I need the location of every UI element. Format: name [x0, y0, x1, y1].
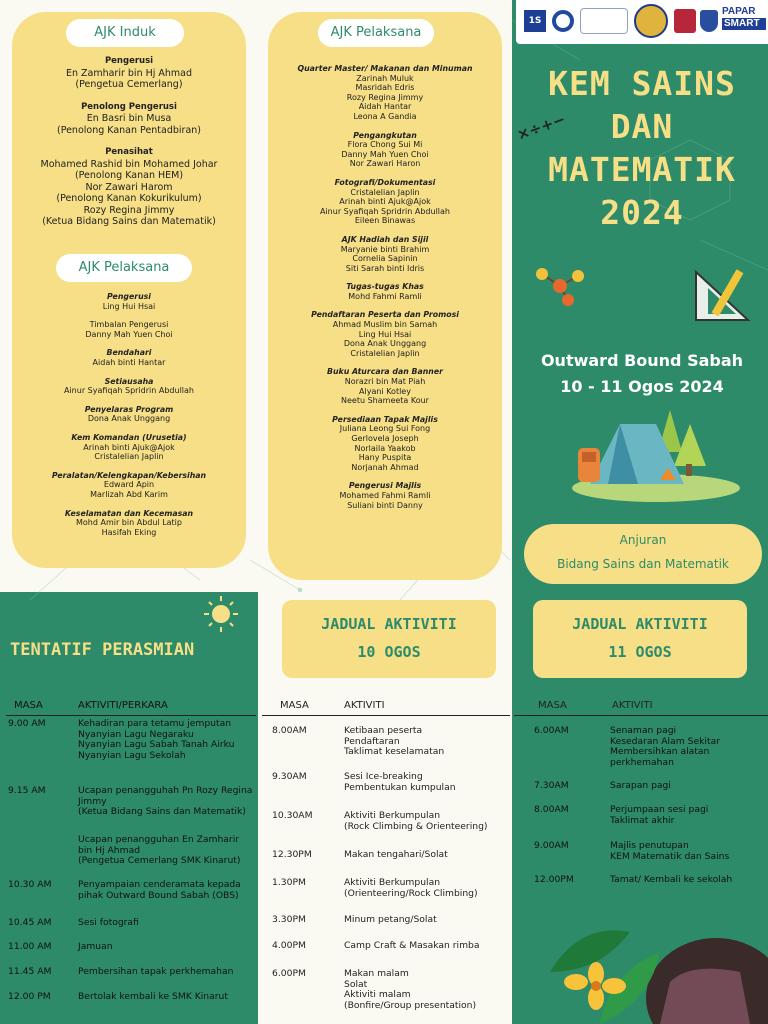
- committee-member: Ling Hui Hsai: [102, 301, 156, 311]
- schedule-activity: [344, 772, 456, 793]
- schedule-activity: [344, 850, 448, 861]
- committee-role: Pengerusi Majlis: [348, 481, 422, 491]
- committee-member: Suliani binti Danny: [347, 500, 423, 510]
- schedule-time: 1.30PM: [272, 877, 306, 888]
- schedule-time: 8.00AM: [272, 725, 307, 736]
- committee-group: [20, 292, 238, 311]
- schedule-activity-line: Camp Craft & Masakan rimba: [344, 940, 480, 951]
- jadual-10-header-rule: [262, 715, 510, 716]
- logo-shield: [700, 10, 718, 32]
- committee-group: [20, 320, 238, 339]
- committee-role: Kem Komandan (Urusetia): [71, 432, 187, 442]
- schedule-activity-line: Taklimat akhir: [610, 814, 675, 826]
- math-symbols-icon: ×÷+−: [514, 109, 568, 145]
- schedule-activity: [344, 811, 488, 832]
- committee-member: Neetu Shameeta Kour: [341, 396, 429, 406]
- tentatif-col-aktiviti: AKTIVITI/PERKARA: [78, 700, 168, 711]
- committee-member: Arinah binti Ajuk@Ajok: [83, 442, 175, 452]
- committee-member: Norlaila Yaakob: [354, 443, 416, 453]
- schedule-activity: [78, 719, 235, 761]
- committee-member: Juliana Leong Sui Fong: [339, 424, 431, 434]
- schedule-activity: [344, 969, 476, 1011]
- schedule-time: 12.00 PM: [8, 991, 51, 1002]
- committee-member: Nor Zawari Haron: [349, 159, 421, 169]
- committee-member: Aidah Hantar: [358, 102, 412, 112]
- schedule-activity-line: Makan tengahari/Solat: [344, 849, 448, 860]
- logo-crest: [634, 4, 668, 38]
- committee-member: Arinah binti Ajuk@Ajok: [339, 197, 431, 207]
- jadual-11-col-masa: MASA: [538, 700, 567, 711]
- flower-leaf-decoration: [540, 912, 768, 1024]
- schedule-time: 4.00PM: [272, 940, 306, 951]
- schedule-activity: [78, 786, 252, 818]
- schedule-activity: [610, 781, 671, 792]
- ajk-pelaksana-left-list: [20, 292, 238, 546]
- schedule-activity-line: Aktiviti malam: [344, 989, 411, 1001]
- schedule-activity-line: Bertolak kembali ke SMK Kinarut: [78, 991, 228, 1002]
- committee-role: Fotografi/Dokumentasi: [334, 177, 436, 187]
- cover-title: KEM SAINS DAN MATEMATIK 2024: [548, 64, 736, 232]
- committee-member: Norjanah Ahmad: [351, 462, 419, 472]
- schedule-activity-line: Aktiviti Berkumpulan: [344, 810, 441, 821]
- jadual-10-col-masa: MASA: [280, 700, 309, 711]
- molecule-icon: [530, 262, 590, 308]
- schedule-activity-line: Minum petang/Solat: [344, 914, 437, 925]
- schedule-activity-line: (Orienteering/Rock Climbing): [344, 887, 478, 899]
- schedule-activity-line: Membersihkan alatan: [610, 746, 710, 758]
- committee-member: Cristalelian Japlin: [94, 452, 164, 462]
- jadual-11-header-rule: [514, 715, 768, 716]
- committee-group: [20, 377, 238, 396]
- schedule-activity-line: Nyanyian Lagu Negaraku: [78, 728, 194, 740]
- schedule-activity-line: Pembersihan tapak perkhemahan: [78, 966, 234, 977]
- ajk-pelaksana-mid-title: AJK Pelaksana: [318, 19, 434, 47]
- tentatif-title: TENTATIF PERASMIAN: [10, 640, 195, 660]
- schedule-time: 12.30PM: [272, 849, 312, 860]
- committee-role: Pengangkutan: [353, 130, 417, 140]
- schedule-activity-line: (Bonfire/Group presentation): [344, 999, 477, 1011]
- schedule-time: 11.00 AM: [8, 941, 52, 952]
- committee-role: Quarter Master/ Makanan dan Minuman: [297, 64, 473, 73]
- committee-member: Timbalan Pengerusi: [89, 320, 169, 330]
- geometry-tools-icon: [690, 262, 756, 328]
- schedule-activity: [344, 915, 437, 926]
- schedule-activity-line: (Pengetua Cemerlang SMK Kinarut): [78, 855, 241, 867]
- tentatif-col-masa: MASA: [14, 700, 43, 711]
- schedule-activity: [344, 726, 444, 758]
- schedule-time: 10.30 AM: [8, 879, 52, 890]
- schedule-activity-line: Kehadiran para tetamu jemputan: [78, 718, 232, 729]
- committee-role: Persediaan Tapak Majlis: [332, 414, 438, 424]
- schedule-activity: [610, 805, 708, 826]
- schedule-activity-line: Jamuan: [78, 941, 113, 952]
- committee-group: [20, 509, 238, 538]
- committee-group: [276, 131, 494, 169]
- committee-role: Setiausaha: [104, 376, 154, 386]
- schedule-activity: [610, 841, 729, 862]
- schedule-time: 10.30AM: [272, 810, 313, 821]
- schedule-activity-line: (Ketua Bidang Sains dan Matematik): [78, 806, 246, 818]
- schedule-time: 3.30PM: [272, 914, 306, 925]
- committee-member: Marlizah Abd Karim: [90, 489, 168, 499]
- committee-role: AJK Hadiah dan Sijil: [341, 234, 429, 244]
- schedule-activity-line: Nyanyian Lagu Sabah Tanah Airku: [78, 739, 235, 751]
- anjuran-label: Anjuran: [619, 533, 667, 547]
- schedule-time: 8.00AM: [534, 804, 569, 815]
- committee-role: Pendaftaran Peserta dan Promosi: [311, 310, 459, 320]
- committee-member: Rozy Regina Jimmy: [346, 92, 424, 102]
- schedule-activity-line: Aktiviti Berkumpulan: [344, 877, 441, 888]
- schedule-time: 9.00 AM: [8, 718, 46, 729]
- schedule-activity-line: Majlis penutupan: [610, 840, 689, 851]
- committee-member: Ainur Syafiqah Spridrin Abdullah: [319, 206, 450, 216]
- committee-group: [276, 415, 494, 473]
- committee-member: Mohd Amir bin Abdul Latip: [76, 518, 182, 528]
- schedule-activity: [610, 875, 732, 886]
- committee-member: Masridah Edris: [355, 83, 415, 93]
- jadual-10-col-aktiviti: AKTIVITI: [344, 700, 385, 711]
- logo-school: [674, 9, 696, 33]
- committee-role: Pengerusi: [107, 292, 151, 301]
- jadual-11-title-box: JADUAL AKTIVITI 11 OGOS: [533, 600, 747, 678]
- logo-emblem: [580, 8, 628, 34]
- schedule-time: 11.45 AM: [8, 966, 52, 977]
- committee-group: [276, 310, 494, 358]
- schedule-activity: [78, 918, 139, 929]
- schedule-activity: [78, 967, 233, 978]
- camping-illustration: [560, 402, 740, 504]
- schedule-activity-line: perkhemahan: [610, 756, 674, 768]
- schedule-activity-line: Tamat/ Kembali ke sekolah: [610, 874, 733, 885]
- schedule-activity-line: pihak Outward Bound Sabah (OBS): [78, 889, 239, 901]
- committee-member: Hasifah Eking: [101, 527, 157, 537]
- committee-group: [276, 282, 494, 301]
- committee-member: Edward Apin: [103, 480, 155, 490]
- anjuran-box: [524, 524, 762, 584]
- committee-member: Maryanie binti Brahim: [340, 244, 430, 254]
- schedule-activity-line: Makan malam: [344, 968, 409, 979]
- committee-member: Aidah binti Hantar: [92, 357, 166, 367]
- tentatif-header-rule: [6, 715, 256, 716]
- committee-group: [276, 367, 494, 405]
- committee-member: Zarinah Muluk: [356, 73, 414, 83]
- committee-member: Siti Sarah binti Idris: [345, 263, 425, 273]
- committee-member: Cristalelian Japlin: [350, 187, 420, 197]
- ajk-induk-block: Pengerusi En Zamharir bin Hj Ahmad (Pengetua Cemerlang) Penolong Pengerusi En Basri bin Musa (Penolong Kanan Pentadbiran) Penasihat Mohamed Rashid bin Mohamed Johar (Penolong Kanan HEM) Nor Zawari Harom (Penolong Kanan Kokurikulum) Rozy Regina Jimmy (Ketua Bidang Sains dan Matematik): [40, 56, 218, 227]
- committee-role: Penyelaras Program: [84, 404, 174, 414]
- schedule-activity-line: Penyampaian cenderamata kepada: [78, 879, 241, 890]
- sun-icon: [196, 594, 246, 634]
- committee-member: Danny Mah Yuen Choi: [341, 149, 429, 159]
- schedule-activity: [78, 992, 228, 1003]
- committee-member: Leona A Gandia: [353, 111, 417, 121]
- committee-member: Ahmad Muslim bin Samah: [332, 320, 438, 330]
- committee-group: [20, 433, 238, 462]
- logo-1s: 1S: [524, 10, 546, 32]
- committee-member: Hany Puspita: [358, 453, 412, 463]
- logo-ring: [552, 10, 574, 32]
- committee-group: [276, 481, 494, 510]
- logo-strip: [516, 0, 768, 44]
- committee-group: [20, 471, 238, 500]
- schedule-time: 12.00PM: [534, 874, 574, 885]
- schedule-activity: [78, 880, 241, 901]
- schedule-activity-line: Solat: [344, 978, 368, 990]
- schedule-time: 9.15 AM: [8, 785, 46, 796]
- schedule-activity-line: Perjumpaan sesi pagi: [610, 804, 709, 815]
- committee-group: [276, 235, 494, 273]
- committee-member: Eileen Binawas: [354, 216, 416, 226]
- jadual-11-col-aktiviti: AKTIVITI: [612, 700, 653, 711]
- schedule-activity: [344, 878, 478, 899]
- schedule-time: 9.00AM: [534, 840, 569, 851]
- schedule-activity-line: Sesi Ice-breaking: [344, 771, 423, 782]
- committee-role: Buku Aturcara dan Banner: [327, 367, 443, 377]
- committee-role: Peralatan/Kelengkapan/Kebersihan: [51, 470, 207, 480]
- jadual-10-title-box: JADUAL AKTIVITI 10 OGOS: [282, 600, 496, 678]
- schedule-activity-line: Ucapan penangguhan En Zamharir: [78, 834, 240, 845]
- committee-member: Dona Anak Unggang: [87, 414, 171, 424]
- venue-text: Outward Bound Sabah 10 - 11 Ogos 2024: [540, 351, 744, 396]
- schedule-activity-line: KEM Matematik dan Sains: [610, 850, 730, 862]
- schedule-activity: [78, 942, 113, 953]
- schedule-activity-line: Pendaftaran: [344, 735, 400, 747]
- committee-member: Alyani Kotley: [359, 386, 411, 396]
- schedule-activity-line: Jimmy: [78, 795, 107, 807]
- committee-member: Danny Mah Yuen Choi: [85, 329, 173, 339]
- schedule-activity-line: Ketibaan peserta: [344, 725, 423, 736]
- schedule-activity-line: bin Hj Ahmad: [78, 844, 141, 856]
- schedule-time: 7.30AM: [534, 780, 569, 791]
- schedule-activity-line: (Rock Climbing & Orienteering): [344, 820, 488, 832]
- ajk-induk-title: AJK Induk: [66, 19, 184, 47]
- committee-role: Keselamatan dan Kecemasan: [64, 508, 194, 518]
- schedule-activity: [344, 941, 480, 952]
- schedule-time: 6.00AM: [534, 725, 569, 736]
- committee-member: Ling Hui Hsai: [358, 329, 412, 339]
- ajk-pelaksana-left-title: AJK Pelaksana: [56, 254, 192, 282]
- committee-member: Mohd Fahmi Ramli: [348, 291, 422, 301]
- committee-member: Flora Chong Sui Mi: [347, 140, 423, 150]
- committee-group: [20, 348, 238, 367]
- schedule-activity-line: Sesi fotografi: [78, 917, 139, 928]
- ajk-pelaksana-mid-list: [276, 64, 494, 519]
- schedule-activity-line: Pembentukan kumpulan: [344, 781, 456, 793]
- committee-member: Mohamed Fahmi Ramli: [339, 490, 431, 500]
- logo-papar-smart: PAPAR SMART: [722, 6, 766, 38]
- schedule-time: 10.45 AM: [8, 917, 52, 928]
- schedule-activity-line: Kesedaran Alam Sekitar: [610, 735, 720, 747]
- committee-role: Tugas-tugas Khas: [346, 282, 424, 292]
- schedule-activity: [78, 835, 240, 867]
- schedule-time: 9.30AM: [272, 771, 307, 782]
- schedule-activity-line: Taklimat keselamatan: [344, 746, 445, 758]
- anjuran-value: Bidang Sains dan Matematik: [557, 557, 729, 571]
- schedule-activity-line: Nyanyian Lagu Sekolah: [78, 749, 186, 761]
- committee-member: Norazri bin Mat Piah: [344, 377, 426, 387]
- schedule-activity-line: Senaman pagi: [610, 725, 677, 736]
- committee-group: [276, 64, 494, 122]
- committee-member: Cristalelian Japlin: [350, 348, 420, 358]
- committee-member: Dona Anak Unggang: [343, 339, 427, 349]
- schedule-activity-line: Sarapan pagi: [610, 780, 671, 791]
- committee-member: Gerlovela Joseph: [351, 434, 419, 443]
- schedule-time: 6.00PM: [272, 968, 306, 979]
- committee-member: Ainur Syafiqah Spridrin Abdullah: [63, 386, 194, 396]
- committee-role: Bendahari: [106, 348, 152, 358]
- committee-member: Cornelia Sapinin: [352, 254, 418, 264]
- schedule-activity-line: Ucapan penangguhah Pn Rozy Regina: [78, 785, 253, 796]
- schedule-activity: [610, 726, 720, 768]
- committee-group: [276, 178, 494, 226]
- committee-group: [20, 405, 238, 424]
